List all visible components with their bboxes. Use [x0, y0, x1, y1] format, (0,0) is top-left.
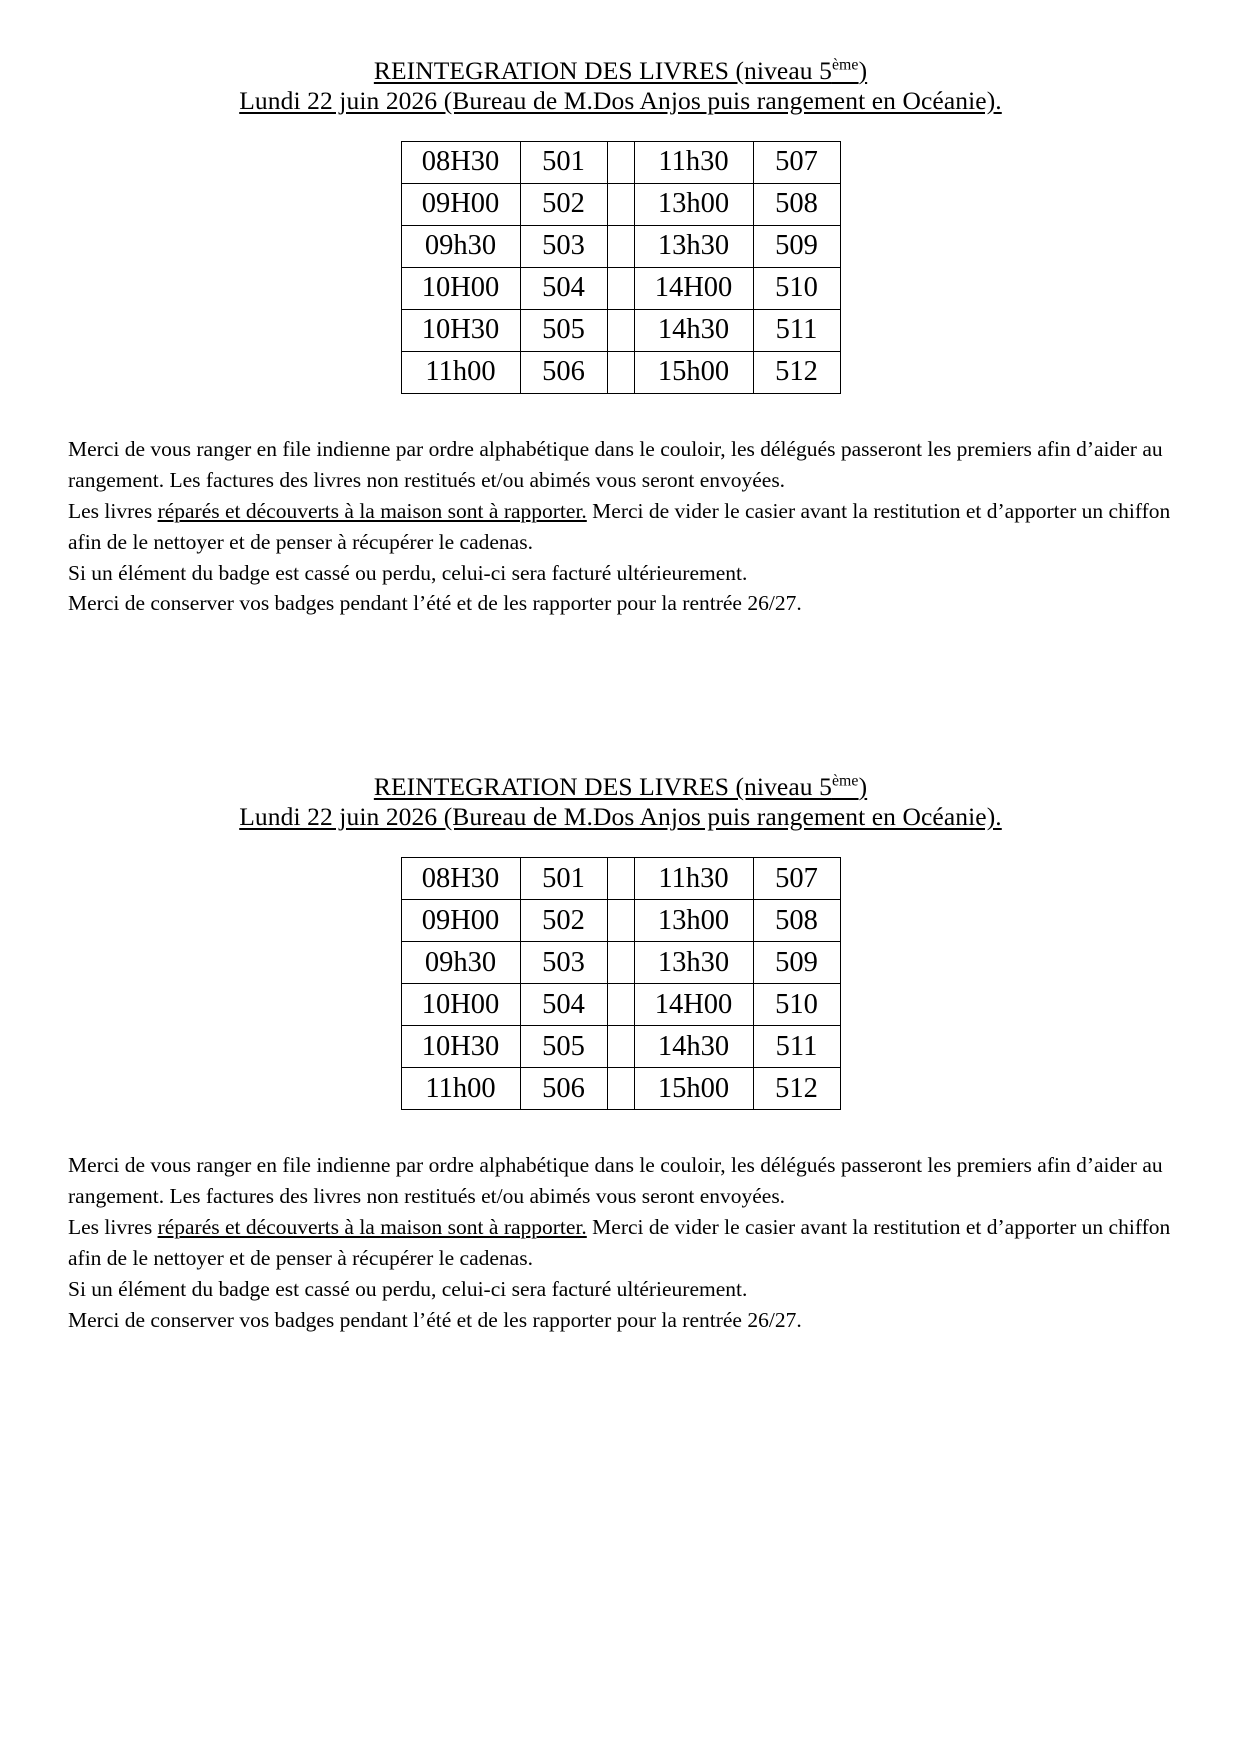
cell-room-right: 510	[753, 984, 840, 1026]
body-paragraph-1: Merci de vous ranger en file indienne par ordre alphabétique dans le couloir, les délégués passeront les premiers afin d’aider au rangement. Les factures des livres non restitués et/ou abimés vous seront envoyées.	[68, 1153, 1163, 1209]
body-prefix: Les livres	[68, 1215, 158, 1240]
cell-time-right: 13h00	[634, 184, 753, 226]
table-row	[401, 268, 840, 310]
page-title	[0, 772, 1241, 802]
cell-room-right: 510	[753, 268, 840, 310]
cell-time-right: 15h00	[634, 1068, 753, 1110]
cell-spacer	[607, 142, 634, 184]
cell-time-left: 08H30	[401, 142, 520, 184]
cell-room-right: 512	[753, 1068, 840, 1110]
body-paragraph-3: Si un élément du badge est cassé ou perdu, celui-ci sera facturé ultérieurement.	[68, 1276, 748, 1301]
table-row	[401, 984, 840, 1026]
cell-spacer	[607, 984, 634, 1026]
notice-divider-space	[0, 619, 1241, 683]
cell-room-left: 501	[520, 142, 607, 184]
cell-room-right: 508	[753, 184, 840, 226]
page-title-text: REINTEGRATION DES LIVRES (niveau 5	[373, 772, 832, 802]
body-underlined-phrase: réparés et découverts à la maison sont à rapporter.	[157, 1215, 587, 1240]
cell-spacer	[607, 900, 634, 942]
table-row	[401, 352, 840, 394]
notice-copy-1	[0, 0, 1241, 619]
schedule-table	[401, 857, 841, 1110]
notice-title-block	[0, 56, 1241, 115]
page-title-close-paren: )	[858, 56, 868, 85]
table-row	[401, 1068, 840, 1110]
page-title-ordinal: ème	[831, 772, 859, 790]
cell-room-left: 501	[520, 858, 607, 900]
cell-time-right: 14h30	[634, 310, 753, 352]
cell-spacer	[607, 226, 634, 268]
cell-time-right: 13h30	[634, 226, 753, 268]
page-title	[0, 56, 1241, 86]
body-paragraph-1: Merci de vous ranger en file indienne par ordre alphabétique dans le couloir, les délégués passeront les premiers afin d’aider au rangement. Les factures des livres non restitués et/ou abimés vous seront envoyées.	[68, 437, 1163, 492]
cell-spacer	[607, 310, 634, 352]
cell-time-left: 10H30	[401, 310, 520, 352]
page-subtitle-text: Lundi 22 juin 2026 (Bureau de M.Dos Anjos puis rangement en Océanie).	[239, 85, 1002, 115]
page-subtitle	[0, 86, 1241, 116]
cell-room-left: 502	[520, 184, 607, 226]
cell-time-right: 11h30	[634, 858, 753, 900]
body-paragraph-4: Merci de conserver vos badges pendant l’été et de les rapporter pour la rentrée 26/27.	[68, 591, 802, 616]
body-paragraph-4: Merci de conserver vos badges pendant l’été et de les rapporter pour la rentrée 26/27.	[68, 1307, 802, 1332]
cell-time-left: 10H30	[401, 1026, 520, 1068]
table-row	[401, 142, 840, 184]
body-suffix: Merci de vider le casier avant la restitution et d’apporter un chiffon afin de le nettoyer et de penser à récupérer le cadenas.	[68, 1215, 1171, 1270]
cell-time-left: 11h00	[401, 1068, 520, 1110]
cell-time-left: 09H00	[401, 900, 520, 942]
cell-time-left: 10H00	[401, 984, 520, 1026]
notice-body	[0, 1150, 1241, 1335]
notice-title-block	[0, 772, 1241, 831]
cell-room-left: 504	[520, 268, 607, 310]
cell-time-right: 14H00	[634, 268, 753, 310]
schedule-table	[401, 141, 841, 394]
cell-room-right: 507	[753, 858, 840, 900]
body-paragraph-2	[68, 1212, 1181, 1274]
page-title-text: REINTEGRATION DES LIVRES (niveau 5	[373, 56, 832, 85]
cell-room-left: 505	[520, 1026, 607, 1068]
table-row	[401, 858, 840, 900]
body-underlined-phrase: réparés et découverts à la maison sont à rapporter.	[157, 498, 587, 523]
schedule-table-wrapper	[0, 857, 1241, 1110]
table-row	[401, 226, 840, 268]
cell-spacer	[607, 942, 634, 984]
schedule-table-wrapper	[0, 141, 1241, 394]
cell-room-right: 512	[753, 352, 840, 394]
cell-time-right: 13h30	[634, 942, 753, 984]
cell-time-right: 14H00	[634, 984, 753, 1026]
body-paragraph-2	[68, 496, 1181, 558]
cell-time-right: 14h30	[634, 1026, 753, 1068]
page-title-close-paren: )	[858, 772, 868, 802]
page-title-ordinal: ème	[831, 56, 859, 74]
table-row	[401, 942, 840, 984]
cell-time-left: 09h30	[401, 226, 520, 268]
cell-spacer	[607, 268, 634, 310]
cell-room-left: 504	[520, 984, 607, 1026]
cell-room-right: 507	[753, 142, 840, 184]
cell-time-right: 11h30	[634, 142, 753, 184]
cell-room-right: 509	[753, 226, 840, 268]
table-row	[401, 184, 840, 226]
table-row	[401, 310, 840, 352]
cell-time-left: 11h00	[401, 352, 520, 394]
cell-room-left: 503	[520, 942, 607, 984]
cell-room-right: 511	[753, 1026, 840, 1068]
body-prefix: Les livres	[68, 498, 158, 523]
cell-time-left: 09h30	[401, 942, 520, 984]
cell-time-right: 13h00	[634, 900, 753, 942]
body-paragraph-3: Si un élément du badge est cassé ou perdu, celui-ci sera facturé ultérieurement.	[68, 560, 748, 585]
cell-spacer	[607, 1068, 634, 1110]
cell-time-left: 09H00	[401, 184, 520, 226]
cell-spacer	[607, 352, 634, 394]
cell-room-left: 505	[520, 310, 607, 352]
cell-time-left: 08H30	[401, 858, 520, 900]
cell-room-left: 506	[520, 1068, 607, 1110]
table-row	[401, 900, 840, 942]
cell-room-left: 503	[520, 226, 607, 268]
cell-time-right: 15h00	[634, 352, 753, 394]
cell-room-right: 508	[753, 900, 840, 942]
page-subtitle-text: Lundi 22 juin 2026 (Bureau de M.Dos Anjos puis rangement en Océanie).	[239, 801, 1002, 831]
cell-spacer	[607, 184, 634, 226]
notice-body	[0, 434, 1241, 619]
cell-spacer	[607, 858, 634, 900]
table-row	[401, 1026, 840, 1068]
body-suffix: Merci de vider le casier avant la restitution et d’apporter un chiffon afin de le nettoyer et de penser à récupérer le cadenas.	[68, 498, 1171, 554]
cell-room-left: 506	[520, 352, 607, 394]
cell-room-right: 511	[753, 310, 840, 352]
cell-room-left: 502	[520, 900, 607, 942]
page-subtitle	[0, 802, 1241, 832]
cell-room-right: 509	[753, 942, 840, 984]
notice-copy-2	[0, 683, 1241, 1335]
cell-time-left: 10H00	[401, 268, 520, 310]
cell-spacer	[607, 1026, 634, 1068]
